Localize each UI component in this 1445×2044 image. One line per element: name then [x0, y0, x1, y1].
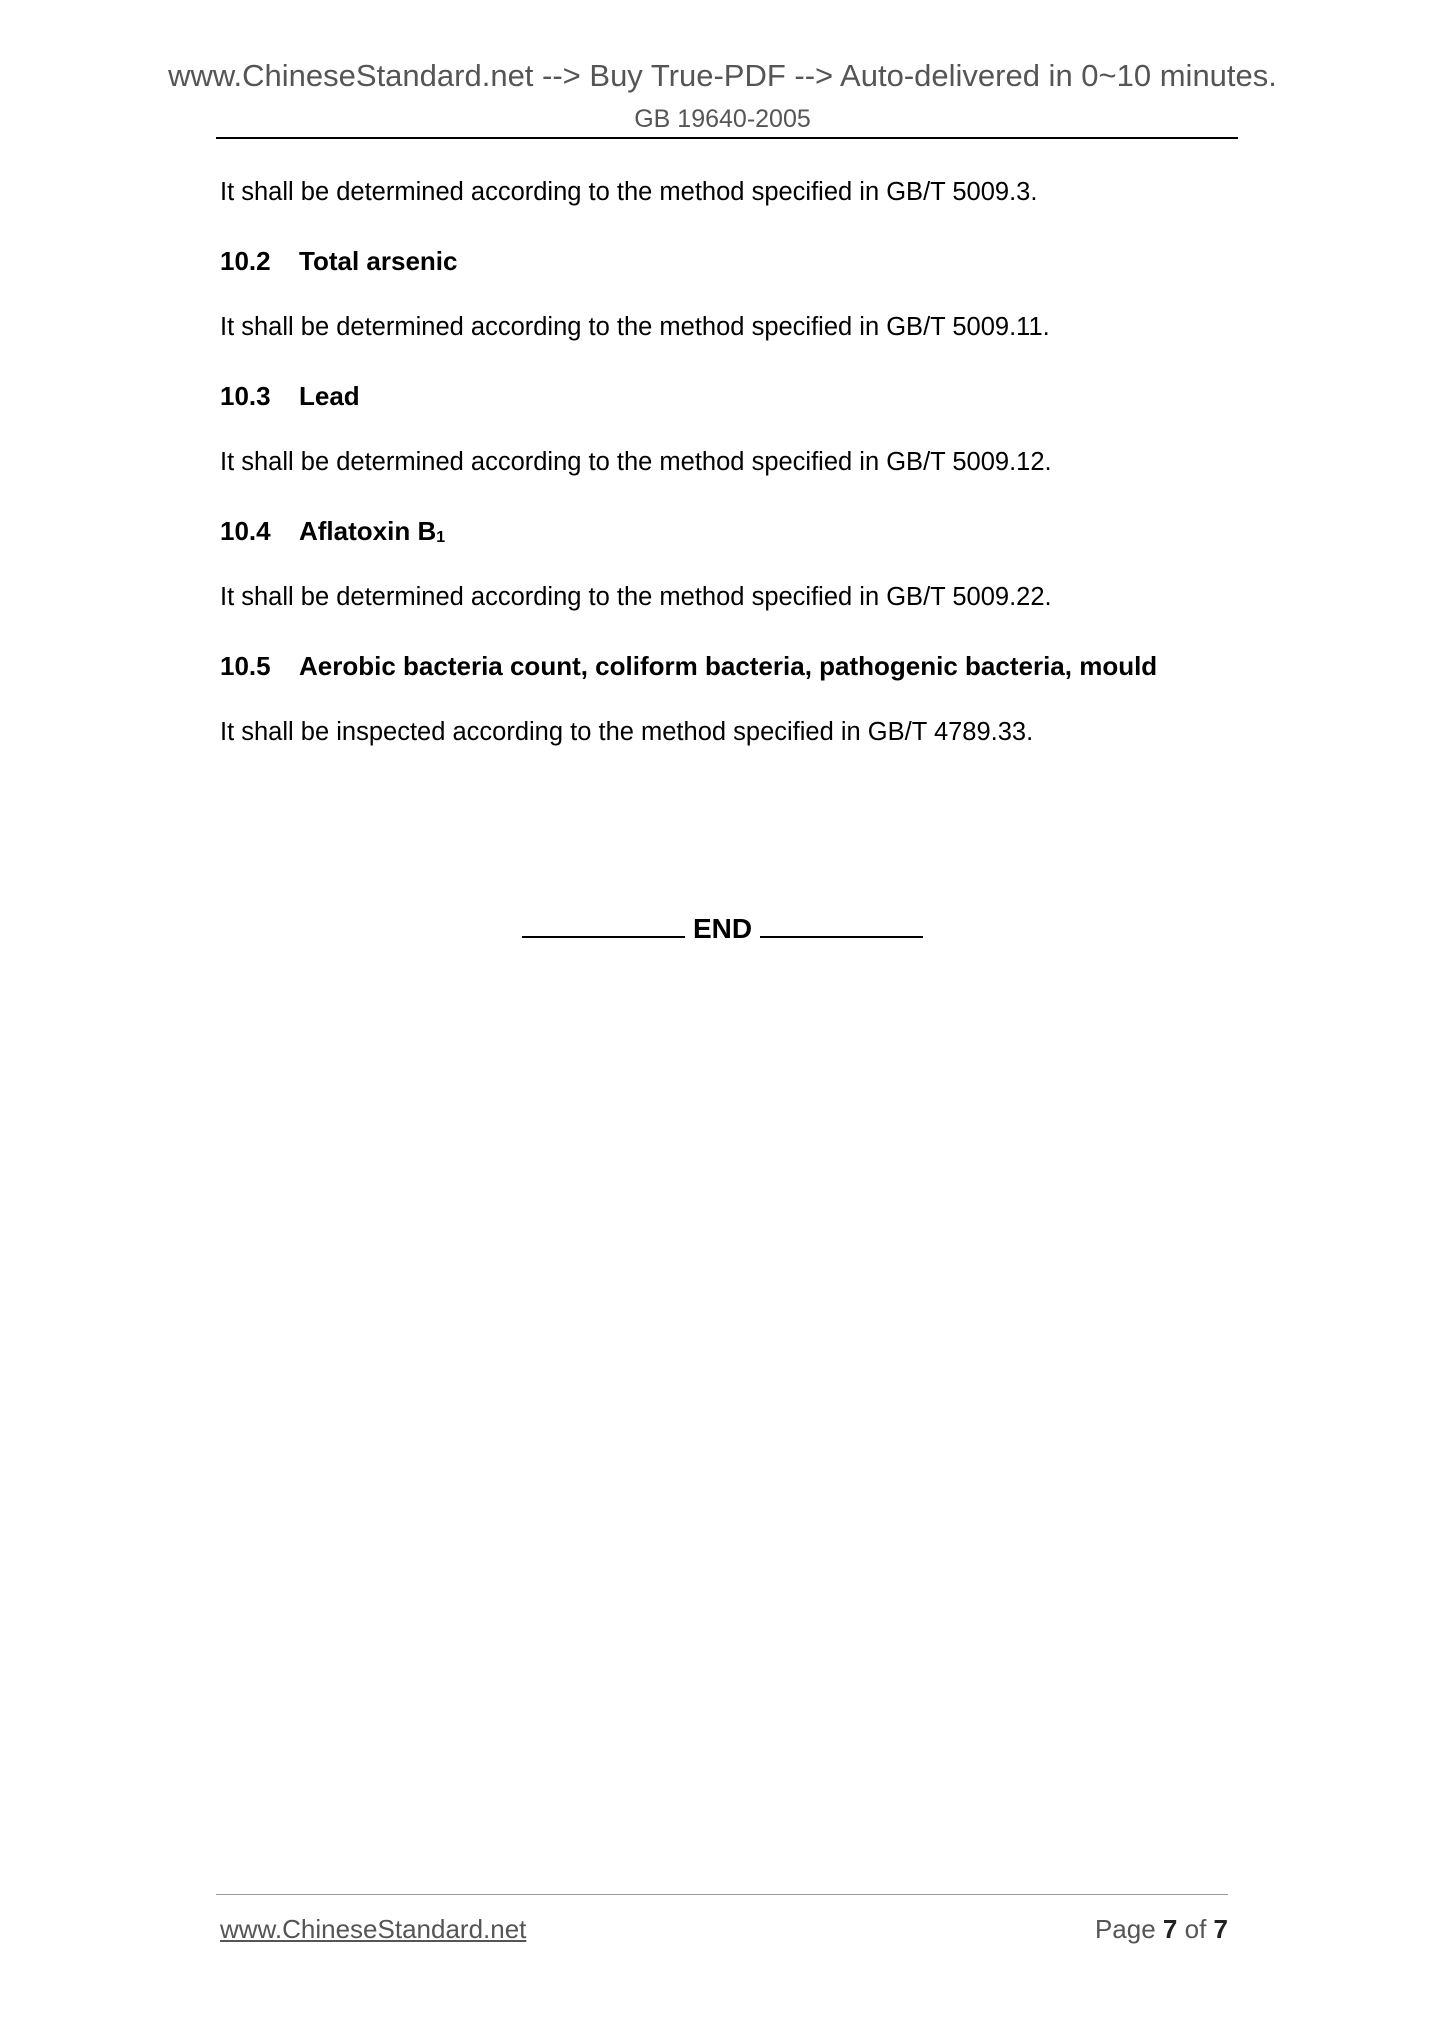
section-title: Aflatoxin B: [299, 516, 437, 546]
section-number: 10.3: [220, 381, 271, 411]
section-number: 10.5: [220, 651, 271, 681]
section-title: Aerobic bacteria count, coliform bacteria, pathogenic bacteria, mould: [299, 651, 1158, 681]
footer-divider: [216, 1894, 1228, 1895]
page-indicator: [1095, 1914, 1228, 1945]
section-heading-10-4: [220, 516, 445, 547]
section-number: 10.4: [220, 516, 271, 546]
section-heading-10-2: [220, 246, 457, 277]
section-text-10-5: It shall be inspected according to the method specified in GB/T 4789.33.: [220, 718, 1034, 746]
page-prefix: Page: [1094, 1914, 1156, 1944]
section-text-10-3: It shall be determined according to the method specified in GB/T 5009.12.: [220, 448, 1052, 476]
section-heading-10-3: [220, 381, 360, 412]
page-total: 7: [1213, 1914, 1228, 1944]
section-number: 10.2: [220, 246, 271, 276]
section-title: Total arsenic: [299, 246, 458, 276]
section-title-subscript: 1: [436, 529, 446, 546]
section-title: Lead: [299, 381, 360, 411]
end-rule-right: [760, 914, 923, 938]
intro-paragraph: It shall be determined according to the method specified in GB/T 5009.3.: [220, 178, 1038, 206]
page-current: 7: [1162, 1914, 1178, 1944]
section-text-10-2: It shall be determined according to the method specified in GB/T 5009.11.: [220, 313, 1050, 341]
page-of: of: [1184, 1914, 1207, 1944]
header-banner: www.ChineseStandard.net --> Buy True-PDF --> Auto-delivered in 0~10 minutes.: [168, 58, 1277, 93]
end-rule-left: [522, 914, 685, 938]
section-text-10-4: It shall be determined according to the method specified in GB/T 5009.22.: [220, 583, 1052, 611]
section-heading-10-5: [220, 651, 1157, 682]
end-text: END: [692, 913, 753, 944]
header-divider: [216, 137, 1238, 139]
end-marker: [0, 913, 1445, 945]
document-number: GB 19640-2005: [634, 105, 811, 133]
footer-site-link[interactable]: www.ChineseStandard.net: [220, 1914, 527, 1944]
